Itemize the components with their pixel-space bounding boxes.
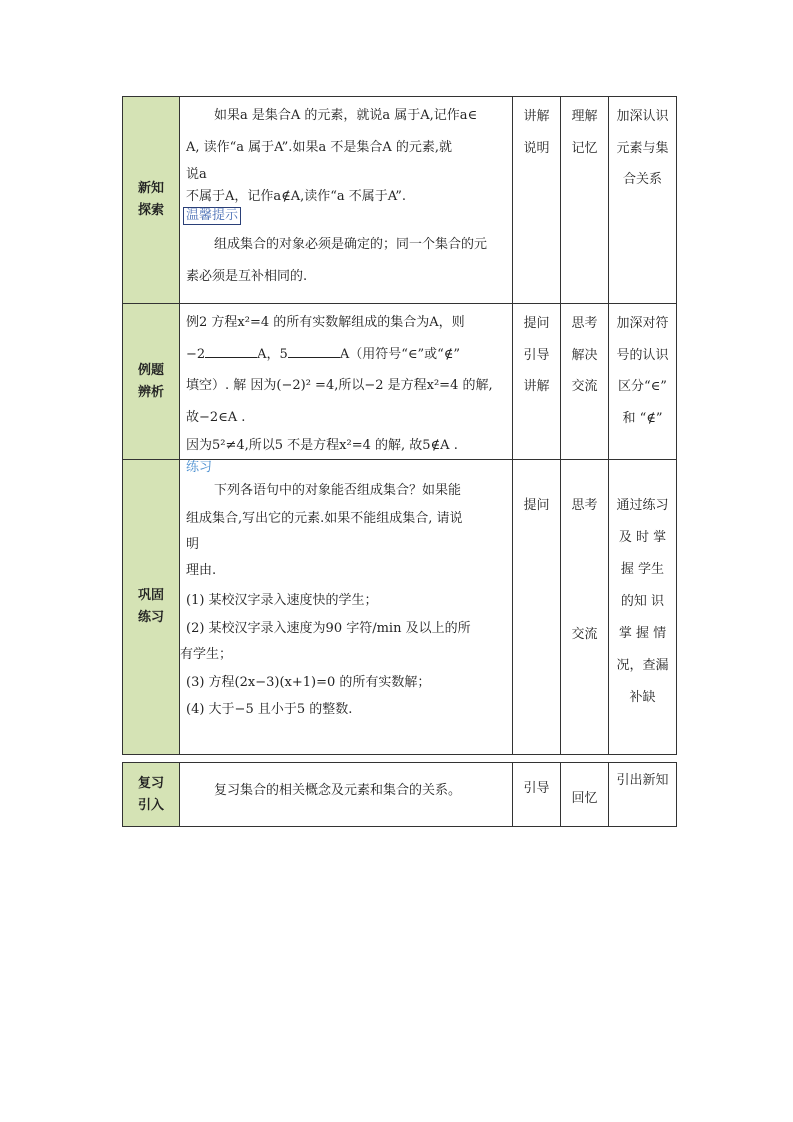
practice-label: 练习 [186,460,213,475]
student-activity-line: 解决 [571,347,598,363]
design-goal-line: 的知 识 [620,594,665,609]
practice-content [180,460,513,755]
student-activity [561,460,609,755]
answer-blank [288,345,340,358]
design-goal-line: 合关系 [622,172,662,187]
explore-line: 说a [186,167,207,182]
design-goal-line: 握 学生 [620,562,665,577]
practice-question: (2) 某校汉字录入速度为90 字符/min 及以上的所 [186,621,471,636]
teacher-activity [513,763,561,827]
section-label-line: 复习 [137,775,164,791]
review-text: 复习集合的相关概念及元素和集合的关系。 [214,783,462,798]
explore-line: 不属于A，记作a∉A,读作“a 不属于A”. [186,189,407,204]
student-activity-line: 理解 [571,109,598,124]
teacher-activity-line: 说明 [523,140,550,156]
student-activity-line: 记忆 [571,140,598,156]
design-goal [609,304,677,460]
example-line: 例2 方程x²=4 的所有实数解组成的集合为A，则 [186,315,465,330]
teacher-activity [513,304,561,460]
row-practice [123,460,677,755]
section-label-line: 例题 [137,362,164,378]
teacher-activity [513,460,561,755]
row-example [123,304,677,460]
design-goal-line: 况，查漏 [616,658,669,673]
design-goal-line: 元素与集 [616,140,669,156]
student-activity-line: 回忆 [571,791,598,806]
section-label-line: 引入 [137,797,164,813]
answer-blank [205,345,257,358]
teacher-activity-line: 提问 [523,316,550,331]
section-label [123,304,180,460]
review-content [180,763,513,827]
example-text: A（用符号“∈”或“∉” [339,346,461,362]
row-new-knowledge [123,97,677,304]
section-label-line: 巩固 [137,588,164,603]
teacher-activity-line: 讲解 [523,379,550,394]
design-goal-line: 掌 握 情 [618,626,667,641]
example-text: A，5 [257,346,288,362]
practice-line: 理由. [186,563,217,578]
example-line: 故−2∈A . [186,409,246,425]
example-line [186,339,506,371]
example-text: −2 [186,346,206,362]
design-goal [609,97,677,304]
practice-question: 有学生； [180,647,233,662]
teacher-activity-line: 引导 [523,781,550,796]
student-activity [561,97,609,304]
practice-question: (3) 方程(2x−3)(x+1)=0 的所有实数解； [186,675,431,690]
example-content [180,304,513,460]
tip-label: 温馨提示 [183,207,241,225]
practice-line: 下列各语句中的对象能否组成集合？如果能 [214,483,462,498]
design-goal-line: 和 “∉” [622,410,663,426]
explore-line: 组成集合的对象必须是确定的；同一个集合的元 [214,237,488,252]
design-goal-line: 号的认识 [616,347,669,363]
student-activity-line: 交流 [571,626,598,642]
section-label [123,460,180,755]
teacher-activity [513,97,561,304]
section-label-line: 辨析 [137,384,164,400]
practice-line: 组成集合,写出它的元素.如果不能组成集合, 请说 [186,511,463,526]
example-line: 填空）. 解 因为(−2)² =4,所以−2 是方程x²=4 的解, [186,378,493,393]
design-goal-line: 加深对符 [616,316,669,331]
design-goal-line: 区分“∈” [618,379,667,394]
practice-line: 明 [186,537,200,552]
section-label-line: 新知 [137,181,164,196]
student-activity [561,763,609,827]
student-activity-line: 思考 [571,316,598,331]
explore-line: 如果a 是集合A 的元素，就说a 属于A,记作a∈ [214,108,478,123]
student-activity-line: 交流 [571,379,598,394]
practice-question: (4) 大于−5 且小于5 的整数. [186,702,353,717]
row-review [123,763,677,827]
practice-question: (1) 某校汉字录入速度快的学生； [186,593,378,608]
design-goal-line: 通过练习 [616,498,669,513]
design-goal [609,763,677,827]
section-label-line: 练习 [137,610,164,625]
design-goal-line: 及 时 掌 [618,530,667,545]
design-goal [609,460,677,755]
student-activity [561,304,609,460]
lesson-table [122,96,677,755]
design-goal-line: 加深认识 [616,109,669,124]
section-label-line: 探索 [137,203,164,218]
section-label [123,763,180,827]
design-goal-line: 补缺 [629,690,656,705]
design-goal-line: 引出新知 [616,773,669,788]
teacher-activity-line: 提问 [523,498,550,513]
student-activity-line: 思考 [571,498,598,513]
explore-content [180,97,513,304]
example-line: 因为5²≠4,所以5 不是方程x²=4 的解, 故5∉A . [186,438,458,453]
explore-line: A, 读作“a 属于A”.如果a 不是集合A 的元素,就 [186,139,452,155]
teacher-activity-line: 讲解 [523,109,550,124]
review-table [122,762,677,827]
explore-line: 素必须是互补相同的. [186,268,308,284]
section-label [123,97,180,304]
teacher-activity-line: 引导 [523,347,550,363]
